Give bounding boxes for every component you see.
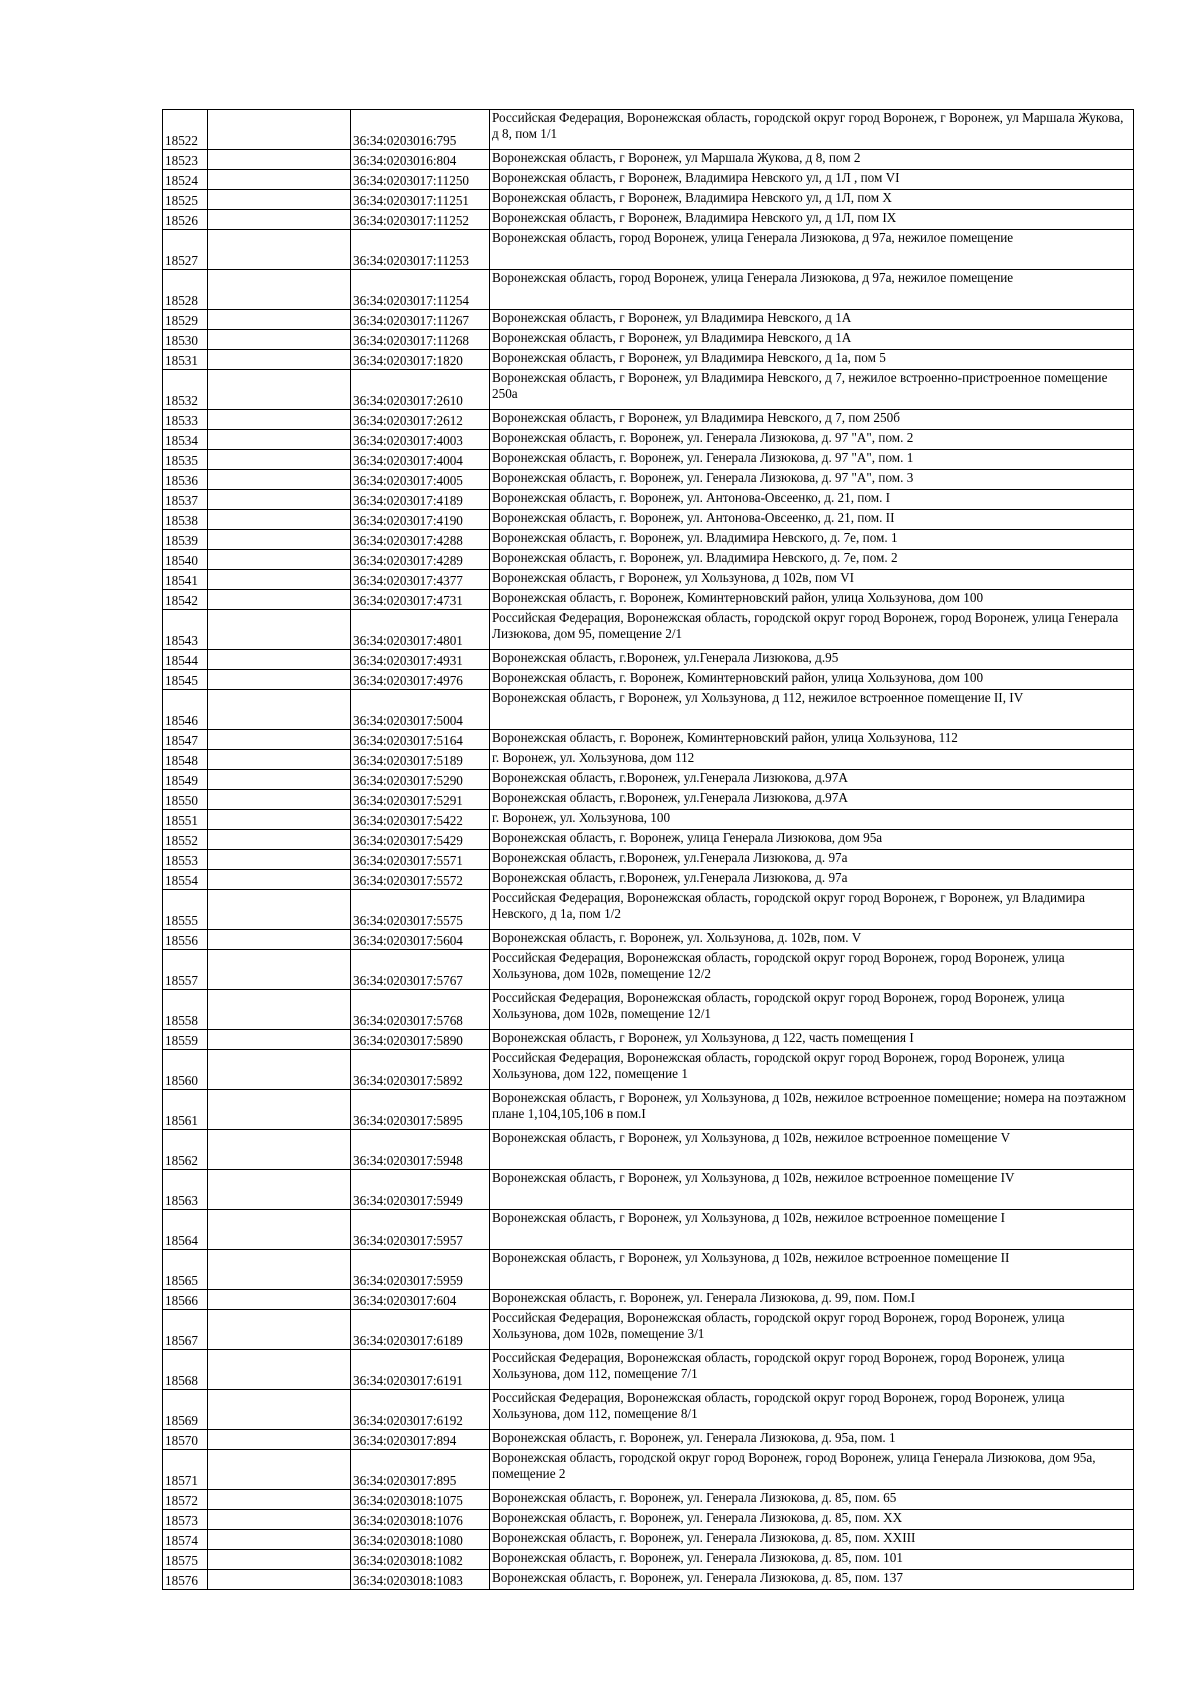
- table-row: [163, 870, 1134, 890]
- empty-cell: [208, 890, 351, 930]
- cadastral-number-cell: 36:34:0203018:1080: [351, 1530, 490, 1550]
- empty-cell: [208, 690, 351, 730]
- property-registry-table: [162, 109, 1134, 1590]
- cadastral-number-cell: 36:34:0203017:11253: [351, 230, 490, 270]
- table-row: [163, 330, 1134, 350]
- empty-cell: [208, 1450, 351, 1490]
- address-cell: Воронежская область, г Воронеж, ул Хользунова, д 122, часть помещения I: [490, 1030, 1134, 1050]
- row-number-cell: 18537: [163, 490, 208, 510]
- cadastral-number-cell: 36:34:0203017:4003: [351, 430, 490, 450]
- row-number-cell: 18556: [163, 930, 208, 950]
- row-number-cell: 18543: [163, 610, 208, 650]
- empty-cell: [208, 150, 351, 170]
- empty-cell: [208, 350, 351, 370]
- empty-cell: [208, 410, 351, 430]
- table-row: [163, 990, 1134, 1030]
- row-number-cell: 18530: [163, 330, 208, 350]
- table-row: [163, 450, 1134, 470]
- table-row: [163, 1210, 1134, 1250]
- empty-cell: [208, 670, 351, 690]
- cadastral-number-cell: 36:34:0203017:4288: [351, 530, 490, 550]
- row-number-cell: 18523: [163, 150, 208, 170]
- cadastral-number-cell: 36:34:0203017:4289: [351, 550, 490, 570]
- address-cell: Воронежская область, городской округ город Воронеж, город Воронеж, улица Генерала Лизюкова, дом 95а, помещение 2: [490, 1450, 1134, 1490]
- address-cell: Воронежская область, г. Воронеж, ул. Генерала Лизюкова, д. 97 "А", пом. 2: [490, 430, 1134, 450]
- row-number-cell: 18573: [163, 1510, 208, 1530]
- address-cell: Воронежская область, г. Воронеж, улица Генерала Лизюкова, дом 95а: [490, 830, 1134, 850]
- row-number-cell: 18561: [163, 1090, 208, 1130]
- table-row: [163, 730, 1134, 750]
- address-cell: Российская Федерация, Воронежская область, городской округ город Воронеж, г Воронеж, ул Владимира Невского, д 1а, пом 1/2: [490, 890, 1134, 930]
- cadastral-number-cell: 36:34:0203017:2610: [351, 370, 490, 410]
- table-row: [163, 150, 1134, 170]
- address-cell: Воронежская область, г.Воронеж, ул.Генерала Лизюкова, д.95: [490, 650, 1134, 670]
- empty-cell: [208, 450, 351, 470]
- table-row: [163, 950, 1134, 990]
- address-cell: Российская Федерация, Воронежская область, городской округ город Воронеж, город Воронеж, улица Хользунова, дом 102в, помещение 12/1: [490, 990, 1134, 1030]
- cadastral-number-cell: 36:34:0203017:5422: [351, 810, 490, 830]
- address-cell: Воронежская область, г Воронеж, ул Владимира Невского, д 1А: [490, 310, 1134, 330]
- cadastral-number-cell: 36:34:0203017:4190: [351, 510, 490, 530]
- cadastral-number-cell: 36:34:0203017:5767: [351, 950, 490, 990]
- cadastral-number-cell: 36:34:0203017:5575: [351, 890, 490, 930]
- cadastral-number-cell: 36:34:0203017:604: [351, 1290, 490, 1310]
- table-row: [163, 170, 1134, 190]
- cadastral-number-cell: 36:34:0203017:5291: [351, 790, 490, 810]
- address-cell: Воронежская область, г. Воронеж, ул. Антонова-Овсеенко, д. 21, пом. II: [490, 510, 1134, 530]
- empty-cell: [208, 830, 351, 850]
- empty-cell: [208, 1050, 351, 1090]
- empty-cell: [208, 950, 351, 990]
- cadastral-number-cell: 36:34:0203017:5948: [351, 1130, 490, 1170]
- cadastral-number-cell: 36:34:0203016:795: [351, 110, 490, 150]
- cadastral-number-cell: 36:34:0203017:6189: [351, 1310, 490, 1350]
- table-row: [163, 1430, 1134, 1450]
- table-row: [163, 1130, 1134, 1170]
- empty-cell: [208, 790, 351, 810]
- address-cell: Воронежская область, город Воронеж, улица Генерала Лизюкова, д 97а, нежилое помещение: [490, 230, 1134, 270]
- address-cell: Воронежская область, г. Воронеж, ул. Генерала Лизюкова, д. 99, пом. Пом.I: [490, 1290, 1134, 1310]
- address-cell: Воронежская область, г Воронеж, ул Хользунова, д 102в, нежилое встроенное помещение II: [490, 1250, 1134, 1290]
- address-cell: Воронежская область, г. Воронеж, ул. Генерала Лизюкова, д. 95а, пом. 1: [490, 1430, 1134, 1450]
- table-row: [163, 670, 1134, 690]
- row-number-cell: 18574: [163, 1530, 208, 1550]
- empty-cell: [208, 1290, 351, 1310]
- address-cell: Воронежская область, г Воронеж, Владимира Невского ул, д 1Л, пом X: [490, 190, 1134, 210]
- row-number-cell: 18551: [163, 810, 208, 830]
- row-number-cell: 18527: [163, 230, 208, 270]
- cadastral-number-cell: 36:34:0203017:11252: [351, 210, 490, 230]
- table-row: [163, 610, 1134, 650]
- row-number-cell: 18549: [163, 770, 208, 790]
- address-cell: Воронежская область, г Воронеж, ул Маршала Жукова, д 8, пом 2: [490, 150, 1134, 170]
- table-row: [163, 270, 1134, 310]
- table-row: [163, 750, 1134, 770]
- address-cell: Воронежская область, г. Воронеж, ул. Генерала Лизюкова, д. 85, пом. 65: [490, 1490, 1134, 1510]
- empty-cell: [208, 1350, 351, 1390]
- address-cell: Воронежская область, г Воронеж, ул Владимира Невского, д 7, нежилое встроенно-пристроенное помещение 250а: [490, 370, 1134, 410]
- cadastral-number-cell: 36:34:0203017:5290: [351, 770, 490, 790]
- cadastral-number-cell: 36:34:0203017:5004: [351, 690, 490, 730]
- row-number-cell: 18541: [163, 570, 208, 590]
- address-cell: Воронежская область, город Воронеж, улица Генерала Лизюкова, д 97а, нежилое помещение: [490, 270, 1134, 310]
- empty-cell: [208, 1390, 351, 1430]
- address-cell: Воронежская область, г.Воронеж, ул.Генерала Лизюкова, д. 97а: [490, 850, 1134, 870]
- registry-body: [163, 110, 1134, 1590]
- row-number-cell: 18534: [163, 430, 208, 450]
- address-cell: Воронежская область, г. Воронеж, ул. Генерала Лизюкова, д. 85, пом. 101: [490, 1550, 1134, 1570]
- address-cell: Воронежская область, г. Воронеж, ул. Владимира Невского, д. 7е, пом. 2: [490, 550, 1134, 570]
- address-cell: Воронежская область, г. Воронеж, ул. Антонова-Овсеенко, д. 21, пом. I: [490, 490, 1134, 510]
- address-cell: Воронежская область, г. Воронеж, Коминтерновский район, улица Хользунова, 112: [490, 730, 1134, 750]
- address-cell: Воронежская область, г Воронеж, ул Хользунова, д 102в, нежилое встроенное помещение V: [490, 1130, 1134, 1170]
- address-cell: Воронежская область, г Воронеж, ул Хользунова, д 102в, пом VI: [490, 570, 1134, 590]
- row-number-cell: 18545: [163, 670, 208, 690]
- row-number-cell: 18552: [163, 830, 208, 850]
- empty-cell: [208, 1250, 351, 1290]
- address-cell: Воронежская область, г.Воронеж, ул.Генерала Лизюкова, д.97А: [490, 770, 1134, 790]
- address-cell: Российская Федерация, Воронежская область, городской округ город Воронеж, город Воронеж, улица Хользунова, дом 122, помещение 1: [490, 1050, 1134, 1090]
- cadastral-number-cell: 36:34:0203017:5571: [351, 850, 490, 870]
- cadastral-number-cell: 36:34:0203017:4005: [351, 470, 490, 490]
- address-cell: Российская Федерация, Воронежская область, городской округ город Воронеж, город Воронеж, улица Генерала Лизюкова, дом 95, помещение 2/1: [490, 610, 1134, 650]
- cadastral-number-cell: 36:34:0203016:804: [351, 150, 490, 170]
- row-number-cell: 18563: [163, 1170, 208, 1210]
- empty-cell: [208, 1490, 351, 1510]
- row-number-cell: 18544: [163, 650, 208, 670]
- row-number-cell: 18571: [163, 1450, 208, 1490]
- row-number-cell: 18553: [163, 850, 208, 870]
- address-cell: Воронежская область, г.Воронеж, ул.Генерала Лизюкова, д. 97а: [490, 870, 1134, 890]
- cadastral-number-cell: 36:34:0203017:4004: [351, 450, 490, 470]
- row-number-cell: 18558: [163, 990, 208, 1030]
- cadastral-number-cell: 36:34:0203017:894: [351, 1430, 490, 1450]
- table-row: [163, 310, 1134, 330]
- address-cell: Воронежская область, г. Воронеж, ул. Хользунова, д. 102в, пом. V: [490, 930, 1134, 950]
- row-number-cell: 18559: [163, 1030, 208, 1050]
- cadastral-number-cell: 36:34:0203017:5189: [351, 750, 490, 770]
- address-cell: Воронежская область, г. Воронеж, ул. Генерала Лизюкова, д. 85, пом. XX: [490, 1510, 1134, 1530]
- empty-cell: [208, 530, 351, 550]
- address-cell: Воронежская область, г Воронеж, ул Хользунова, д 102в, нежилое встроенное помещение I: [490, 1210, 1134, 1250]
- table-row: [163, 550, 1134, 570]
- cadastral-number-cell: 36:34:0203017:4377: [351, 570, 490, 590]
- table-row: [163, 1490, 1134, 1510]
- empty-cell: [208, 490, 351, 510]
- cadastral-number-cell: 36:34:0203017:11254: [351, 270, 490, 310]
- table-row: [163, 650, 1134, 670]
- empty-cell: [208, 110, 351, 150]
- cadastral-number-cell: 36:34:0203017:4801: [351, 610, 490, 650]
- table-row: [163, 190, 1134, 210]
- empty-cell: [208, 1030, 351, 1050]
- row-number-cell: 18562: [163, 1130, 208, 1170]
- table-row: [163, 1530, 1134, 1550]
- address-cell: Воронежская область, г. Воронеж, Коминтерновский район, улица Хользунова, дом 100: [490, 590, 1134, 610]
- row-number-cell: 18564: [163, 1210, 208, 1250]
- empty-cell: [208, 850, 351, 870]
- empty-cell: [208, 170, 351, 190]
- table-row: [163, 1570, 1134, 1590]
- row-number-cell: 18542: [163, 590, 208, 610]
- address-cell: Воронежская область, г.Воронеж, ул.Генерала Лизюкова, д.97А: [490, 790, 1134, 810]
- table-row: [163, 370, 1134, 410]
- address-cell: Воронежская область, г. Воронеж, ул. Владимира Невского, д. 7е, пом. 1: [490, 530, 1134, 550]
- table-row: [163, 570, 1134, 590]
- empty-cell: [208, 610, 351, 650]
- address-cell: Воронежская область, г Воронеж, ул Хользунова, д 112, нежилое встроенное помещение II, IV: [490, 690, 1134, 730]
- row-number-cell: 18550: [163, 790, 208, 810]
- empty-cell: [208, 1130, 351, 1170]
- row-number-cell: 18524: [163, 170, 208, 190]
- cadastral-number-cell: 36:34:0203018:1076: [351, 1510, 490, 1530]
- table-row: [163, 890, 1134, 930]
- cadastral-number-cell: 36:34:0203017:5892: [351, 1050, 490, 1090]
- empty-cell: [208, 330, 351, 350]
- row-number-cell: 18567: [163, 1310, 208, 1350]
- cadastral-number-cell: 36:34:0203017:5429: [351, 830, 490, 850]
- cadastral-number-cell: 36:34:0203017:4731: [351, 590, 490, 610]
- row-number-cell: 18576: [163, 1570, 208, 1590]
- address-cell: Воронежская область, г Воронеж, Владимира Невского ул, д 1Л , пом VI: [490, 170, 1134, 190]
- table-row: [163, 850, 1134, 870]
- row-number-cell: 18528: [163, 270, 208, 310]
- cadastral-number-cell: 36:34:0203017:5890: [351, 1030, 490, 1050]
- empty-cell: [208, 370, 351, 410]
- address-cell: Воронежская область, г Воронеж, Владимира Невского ул, д 1Л, пом IX: [490, 210, 1134, 230]
- row-number-cell: 18539: [163, 530, 208, 550]
- empty-cell: [208, 1550, 351, 1570]
- empty-cell: [208, 430, 351, 450]
- empty-cell: [208, 1530, 351, 1550]
- row-number-cell: 18572: [163, 1490, 208, 1510]
- address-cell: Российская Федерация, Воронежская область, городской округ город Воронеж, город Воронеж, улица Хользунова, дом 112, помещение 8/1: [490, 1390, 1134, 1430]
- address-cell: Воронежская область, г Воронеж, ул Хользунова, д 102в, нежилое встроенное помещение IV: [490, 1170, 1134, 1210]
- address-cell: Воронежская область, г. Воронеж, ул. Генерала Лизюкова, д. 85, пом. XXIII: [490, 1530, 1134, 1550]
- cadastral-number-cell: 36:34:0203017:4976: [351, 670, 490, 690]
- empty-cell: [208, 870, 351, 890]
- address-cell: Воронежская область, г Воронеж, ул Хользунова, д 102в, нежилое встроенное помещение; номера на поэтажном плане 1,104,105,106 в пом.I: [490, 1090, 1134, 1130]
- table-row: [163, 470, 1134, 490]
- table-row: [163, 1510, 1134, 1530]
- empty-cell: [208, 730, 351, 750]
- table-row: [163, 790, 1134, 810]
- empty-cell: [208, 930, 351, 950]
- empty-cell: [208, 230, 351, 270]
- row-number-cell: 18535: [163, 450, 208, 470]
- address-cell: Воронежская область, г. Воронеж, Коминтерновский район, улица Хользунова, дом 100: [490, 670, 1134, 690]
- row-number-cell: 18548: [163, 750, 208, 770]
- cadastral-number-cell: 36:34:0203017:895: [351, 1450, 490, 1490]
- row-number-cell: 18529: [163, 310, 208, 330]
- cadastral-number-cell: 36:34:0203018:1082: [351, 1550, 490, 1570]
- cadastral-number-cell: 36:34:0203017:4931: [351, 650, 490, 670]
- row-number-cell: 18532: [163, 370, 208, 410]
- table-row: [163, 1030, 1134, 1050]
- row-number-cell: 18536: [163, 470, 208, 490]
- table-row: [163, 230, 1134, 270]
- empty-cell: [208, 650, 351, 670]
- table-row: [163, 1390, 1134, 1430]
- address-cell: Воронежская область, г. Воронеж, ул. Генерала Лизюкова, д. 97 "А", пом. 3: [490, 470, 1134, 490]
- empty-cell: [208, 590, 351, 610]
- row-number-cell: 18531: [163, 350, 208, 370]
- empty-cell: [208, 1210, 351, 1250]
- address-cell: г. Воронеж, ул. Хользунова, дом 112: [490, 750, 1134, 770]
- row-number-cell: 18526: [163, 210, 208, 230]
- address-cell: Воронежская область, г Воронеж, ул Владимира Невского, д 7, пом 250б: [490, 410, 1134, 430]
- cadastral-number-cell: 36:34:0203017:5959: [351, 1250, 490, 1290]
- table-row: [163, 1050, 1134, 1090]
- table-row: [163, 810, 1134, 830]
- address-cell: Российская Федерация, Воронежская область, городской округ город Воронеж, город Воронеж, улица Хользунова, дом 102в, помещение 3/1: [490, 1310, 1134, 1350]
- table-row: [163, 770, 1134, 790]
- table-row: [163, 690, 1134, 730]
- row-number-cell: 18547: [163, 730, 208, 750]
- table-row: [163, 1350, 1134, 1390]
- cadastral-number-cell: 36:34:0203018:1075: [351, 1490, 490, 1510]
- cadastral-number-cell: 36:34:0203017:4189: [351, 490, 490, 510]
- empty-cell: [208, 770, 351, 790]
- row-number-cell: 18570: [163, 1430, 208, 1450]
- cadastral-number-cell: 36:34:0203018:1083: [351, 1570, 490, 1590]
- table-row: [163, 1550, 1134, 1570]
- row-number-cell: 18540: [163, 550, 208, 570]
- table-row: [163, 930, 1134, 950]
- table-row: [163, 410, 1134, 430]
- cadastral-number-cell: 36:34:0203017:11267: [351, 310, 490, 330]
- empty-cell: [208, 1310, 351, 1350]
- empty-cell: [208, 990, 351, 1030]
- empty-cell: [208, 1430, 351, 1450]
- row-number-cell: 18566: [163, 1290, 208, 1310]
- table-row: [163, 530, 1134, 550]
- row-number-cell: 18575: [163, 1550, 208, 1570]
- cadastral-number-cell: 36:34:0203017:5572: [351, 870, 490, 890]
- cadastral-number-cell: 36:34:0203017:11268: [351, 330, 490, 350]
- empty-cell: [208, 750, 351, 770]
- cadastral-number-cell: 36:34:0203017:5957: [351, 1210, 490, 1250]
- row-number-cell: 18569: [163, 1390, 208, 1430]
- table-row: [163, 430, 1134, 450]
- cadastral-number-cell: 36:34:0203017:6192: [351, 1390, 490, 1430]
- cadastral-number-cell: 36:34:0203017:2612: [351, 410, 490, 430]
- empty-cell: [208, 810, 351, 830]
- empty-cell: [208, 270, 351, 310]
- row-number-cell: 18555: [163, 890, 208, 930]
- row-number-cell: 18557: [163, 950, 208, 990]
- empty-cell: [208, 1570, 351, 1590]
- row-number-cell: 18546: [163, 690, 208, 730]
- cadastral-number-cell: 36:34:0203017:6191: [351, 1350, 490, 1390]
- cadastral-number-cell: 36:34:0203017:5949: [351, 1170, 490, 1210]
- cadastral-number-cell: 36:34:0203017:5604: [351, 930, 490, 950]
- row-number-cell: 18538: [163, 510, 208, 530]
- row-number-cell: 18525: [163, 190, 208, 210]
- row-number-cell: 18560: [163, 1050, 208, 1090]
- address-cell: Воронежская область, г. Воронеж, ул. Генерала Лизюкова, д. 97 "А", пом. 1: [490, 450, 1134, 470]
- table-row: [163, 110, 1134, 150]
- address-cell: Российская Федерация, Воронежская область, городской округ город Воронеж, город Воронеж, улица Хользунова, дом 112, помещение 7/1: [490, 1350, 1134, 1390]
- cadastral-number-cell: 36:34:0203017:5164: [351, 730, 490, 750]
- table-row: [163, 590, 1134, 610]
- table-row: [163, 1170, 1134, 1210]
- table-row: [163, 1250, 1134, 1290]
- address-cell: г. Воронеж, ул. Хользунова, 100: [490, 810, 1134, 830]
- address-cell: Российская Федерация, Воронежская область, городской округ город Воронеж, город Воронеж, улица Хользунова, дом 102в, помещение 12/2: [490, 950, 1134, 990]
- row-number-cell: 18554: [163, 870, 208, 890]
- address-cell: Воронежская область, г Воронеж, ул Владимира Невского, д 1а, пом 5: [490, 350, 1134, 370]
- row-number-cell: 18533: [163, 410, 208, 430]
- empty-cell: [208, 510, 351, 530]
- table-row: [163, 350, 1134, 370]
- cadastral-number-cell: 36:34:0203017:5895: [351, 1090, 490, 1130]
- cadastral-number-cell: 36:34:0203017:11251: [351, 190, 490, 210]
- table-row: [163, 1450, 1134, 1490]
- row-number-cell: 18522: [163, 110, 208, 150]
- empty-cell: [208, 470, 351, 490]
- table-row: [163, 1290, 1134, 1310]
- empty-cell: [208, 310, 351, 330]
- cadastral-number-cell: 36:34:0203017:1820: [351, 350, 490, 370]
- empty-cell: [208, 1170, 351, 1210]
- empty-cell: [208, 210, 351, 230]
- address-cell: Воронежская область, г Воронеж, ул Владимира Невского, д 1А: [490, 330, 1134, 350]
- table-row: [163, 1090, 1134, 1130]
- cadastral-number-cell: 36:34:0203017:5768: [351, 990, 490, 1030]
- table-row: [163, 490, 1134, 510]
- table-row: [163, 1310, 1134, 1350]
- empty-cell: [208, 1090, 351, 1130]
- table-row: [163, 510, 1134, 530]
- empty-cell: [208, 1510, 351, 1530]
- empty-cell: [208, 550, 351, 570]
- address-cell: Российская Федерация, Воронежская область, городской округ город Воронеж, г Воронеж, ул Маршала Жукова, д 8, пом 1/1: [490, 110, 1134, 150]
- empty-cell: [208, 190, 351, 210]
- empty-cell: [208, 570, 351, 590]
- cadastral-number-cell: 36:34:0203017:11250: [351, 170, 490, 190]
- row-number-cell: 18565: [163, 1250, 208, 1290]
- address-cell: Воронежская область, г. Воронеж, ул. Генерала Лизюкова, д. 85, пом. 137: [490, 1570, 1134, 1590]
- row-number-cell: 18568: [163, 1350, 208, 1390]
- table-row: [163, 210, 1134, 230]
- table-row: [163, 830, 1134, 850]
